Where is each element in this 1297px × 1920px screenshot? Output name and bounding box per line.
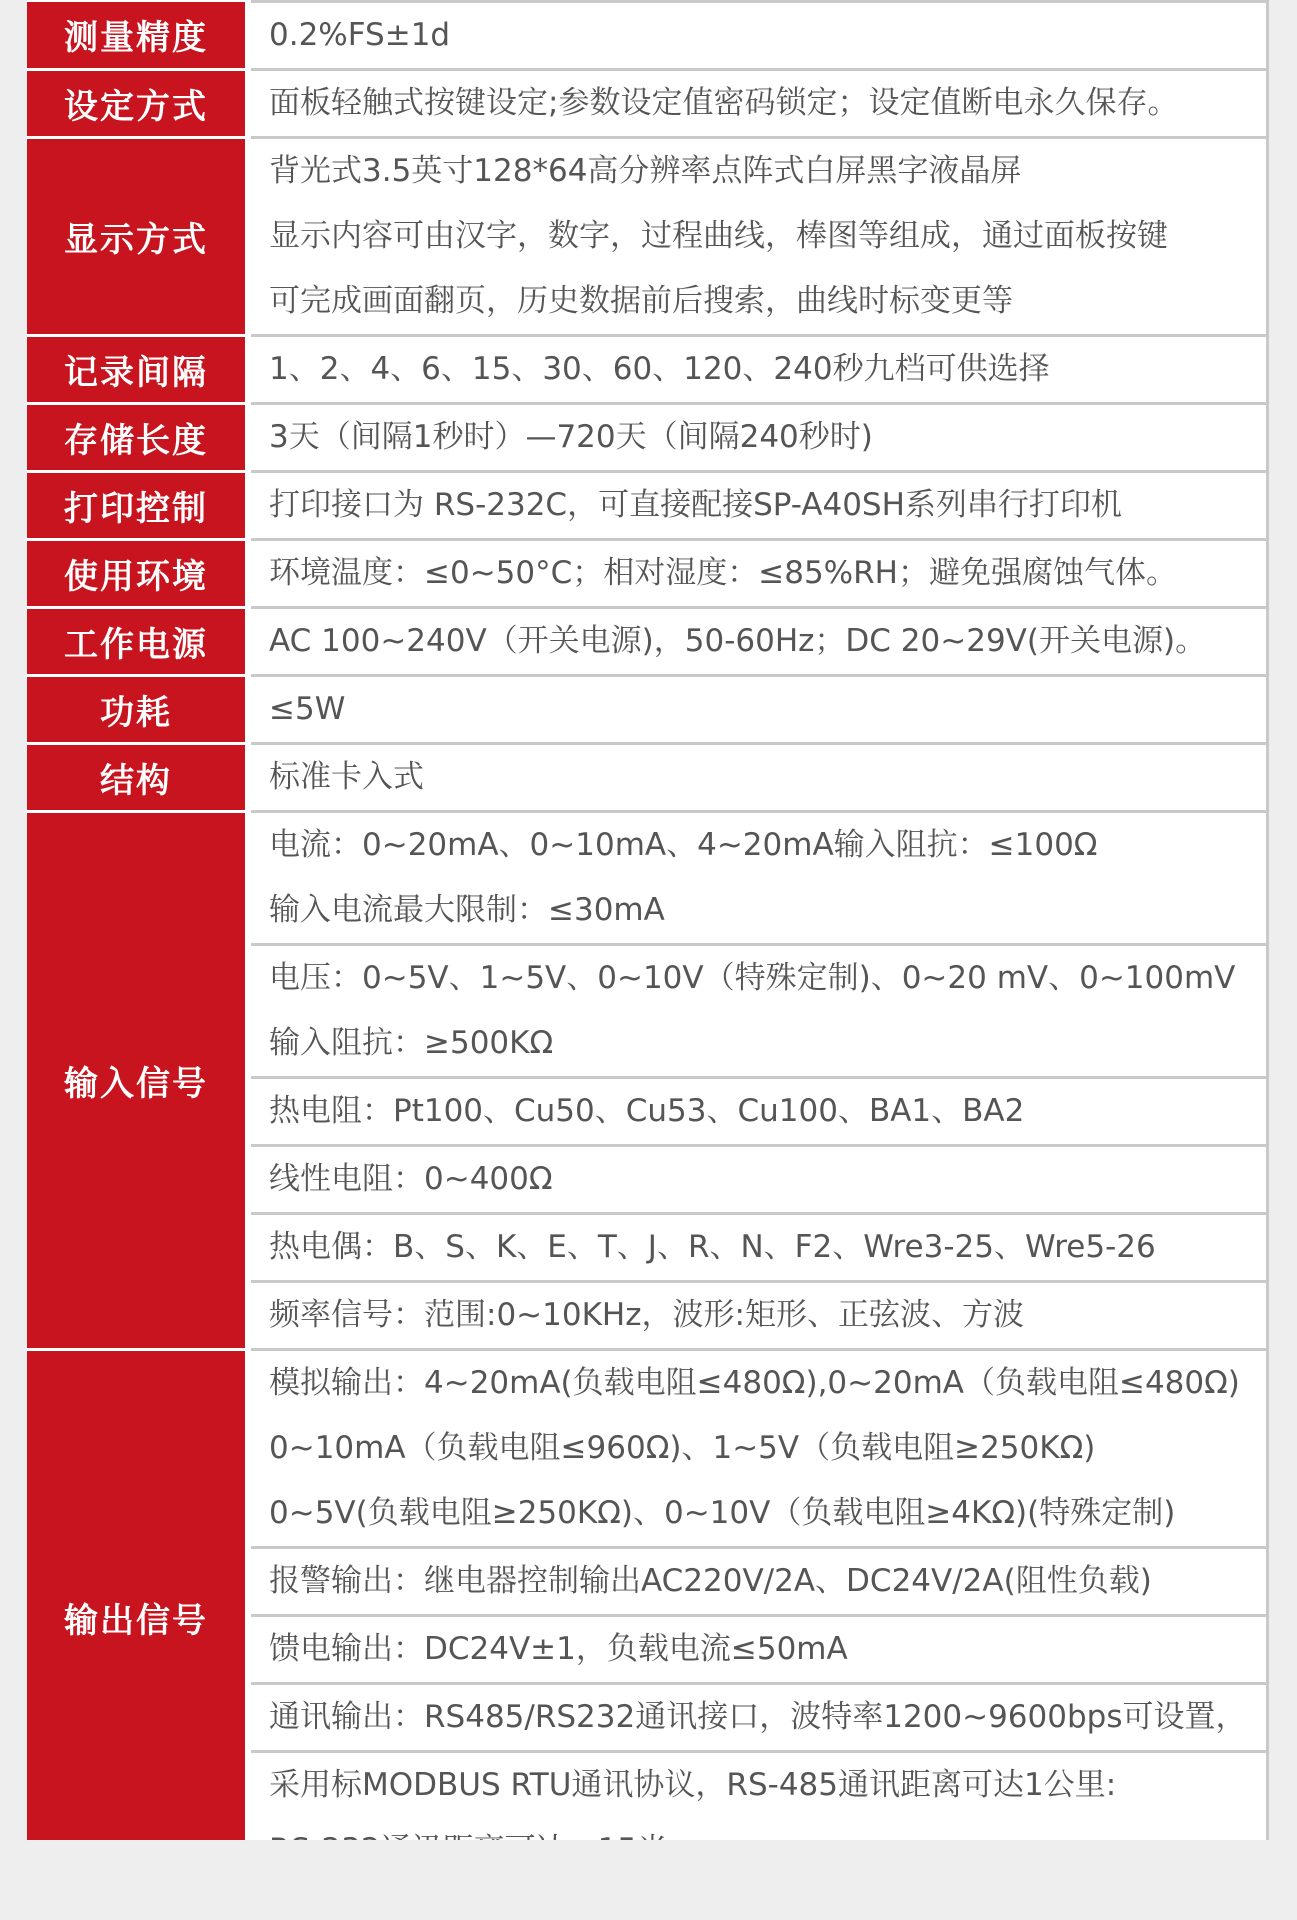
spec-value [248,1078,1268,1146]
spec-value [248,1350,1268,1548]
spec-row [27,676,1268,744]
spec-row [27,2,1268,70]
spec-value-line: 可完成画面翻页，历史数据前后搜索，曲线时标变更等 [269,283,1013,319]
spec-value-line: 面板轻触式按键设定;参数设定值密码锁定；设定值断电永久保存。 [269,85,1179,121]
spec-value-line: 背光式3.5英寸128*64高分辨率点阵式白屏黑字液晶屏 [269,153,1022,189]
spec-row [27,472,1268,540]
spec-value-line: 采用标MODBUS RTU通讯协议，RS-485通讯距离可达1公里: [269,1767,1117,1803]
spec-row [27,812,1268,945]
spec-value [248,1214,1268,1282]
spec-value [248,812,1268,945]
spec-value-line: AC 100~240V（开关电源)，50-60Hz；DC 20~29V(开关电源)。 [269,623,1207,659]
spec-label: 存储长度 [27,404,248,472]
spec-table-body [27,2,1268,1885]
spec-value-line: 打印接口为 RS-232C，可直接配接SP-A40SH系列串行打印机 [269,487,1122,523]
spec-label: 设定方式 [27,70,248,138]
spec-value-line: 0~10mA（负载电阻≤960Ω)、1~5V（负载电阻≥250KΩ) [269,1430,1096,1466]
spec-value-line: 显示内容可由汉字，数字，过程曲线，棒图等组成，通过面板按键 [269,218,1168,254]
spec-value-line: 通讯输出：RS485/RS232通讯接口，波特率1200~9600bps可设置， [269,1699,1247,1735]
spec-value-line: 0~5V(负载电阻≥250KΩ)、0~10V（负载电阻≥4KΩ)(特殊定制) [269,1495,1176,1531]
spec-value-line: ≤5W [269,691,346,727]
spec-value [248,1282,1268,1350]
spec-value [248,2,1268,70]
spec-value-line: 电压：0~5V、1~5V、0~10V（特殊定制)、0~20 mV、0~100mV [269,960,1236,996]
spec-value-line: 输入电流最大限制：≤30mA [269,892,665,928]
spec-value-line: 环境温度：≤0~50°C；相对湿度：≤85%RH；避免强腐蚀气体。 [269,555,1177,591]
spec-row [27,138,1268,336]
spec-value-line: 模拟输出：4~20mA(负载电阻≤480Ω),0~20mA（负载电阻≤480Ω) [269,1365,1240,1401]
spec-label: 测量精度 [27,2,248,70]
spec-row [27,540,1268,608]
spec-value [248,404,1268,472]
spec-value-line: 馈电输出：DC24V±1，负载电流≤50mA [269,1631,848,1667]
spec-value-line: 线性电阻：0~400Ω [269,1161,553,1197]
spec-value [248,1548,1268,1616]
spec-row [27,608,1268,676]
spec-label: 输出信号 [27,1350,248,1885]
spec-label: 显示方式 [27,138,248,336]
spec-value [248,540,1268,608]
spec-value [248,70,1268,138]
spec-table [27,0,1269,1886]
page-bottom-margin [0,1840,1297,1920]
spec-value-line: 热电偶：B、S、K、E、T、J、R、N、F2、Wre3-25、Wre5-26 [269,1229,1156,1265]
spec-value [248,336,1268,404]
spec-value [248,1616,1268,1684]
spec-value-line: 报警输出：继电器控制输出AC220V/2A、DC24V/2A(阻性负载) [269,1563,1152,1599]
spec-label: 使用环境 [27,540,248,608]
spec-label: 记录间隔 [27,336,248,404]
spec-value-line: 1、2、4、6、15、30、60、120、240秒九档可供选择 [269,351,1050,387]
spec-label: 功耗 [27,676,248,744]
spec-value [248,945,1268,1078]
spec-value [248,676,1268,744]
spec-label: 打印控制 [27,472,248,540]
spec-value [248,138,1268,336]
spec-value-line: 0.2%FS±1d [269,17,451,53]
spec-row [27,744,1268,812]
spec-row [27,336,1268,404]
spec-label: 结构 [27,744,248,812]
spec-row [27,70,1268,138]
spec-value [248,472,1268,540]
spec-value-line: 电流：0~20mA、0~10mA、4~20mA输入阻抗：≤100Ω [269,827,1098,863]
spec-value [248,608,1268,676]
spec-label: 输入信号 [27,812,248,1350]
spec-value-line: 3天（间隔1秒时）—720天（间隔240秒时) [269,419,873,455]
spec-value-line: 热电阻：Pt100、Cu50、Cu53、Cu100、BA1、BA2 [269,1093,1025,1129]
spec-value-line: 标准卡入式 [269,759,424,795]
spec-value [248,1146,1268,1214]
spec-row [27,404,1268,472]
spec-value [248,1684,1268,1752]
spec-value-line: 输入阻抗：≥500KΩ [269,1025,554,1061]
spec-row [27,1350,1268,1548]
spec-value [248,744,1268,812]
spec-label: 工作电源 [27,608,248,676]
spec-value-line: 频率信号：范围:0~10KHz，波形:矩形、正弦波、方波 [269,1297,1024,1333]
